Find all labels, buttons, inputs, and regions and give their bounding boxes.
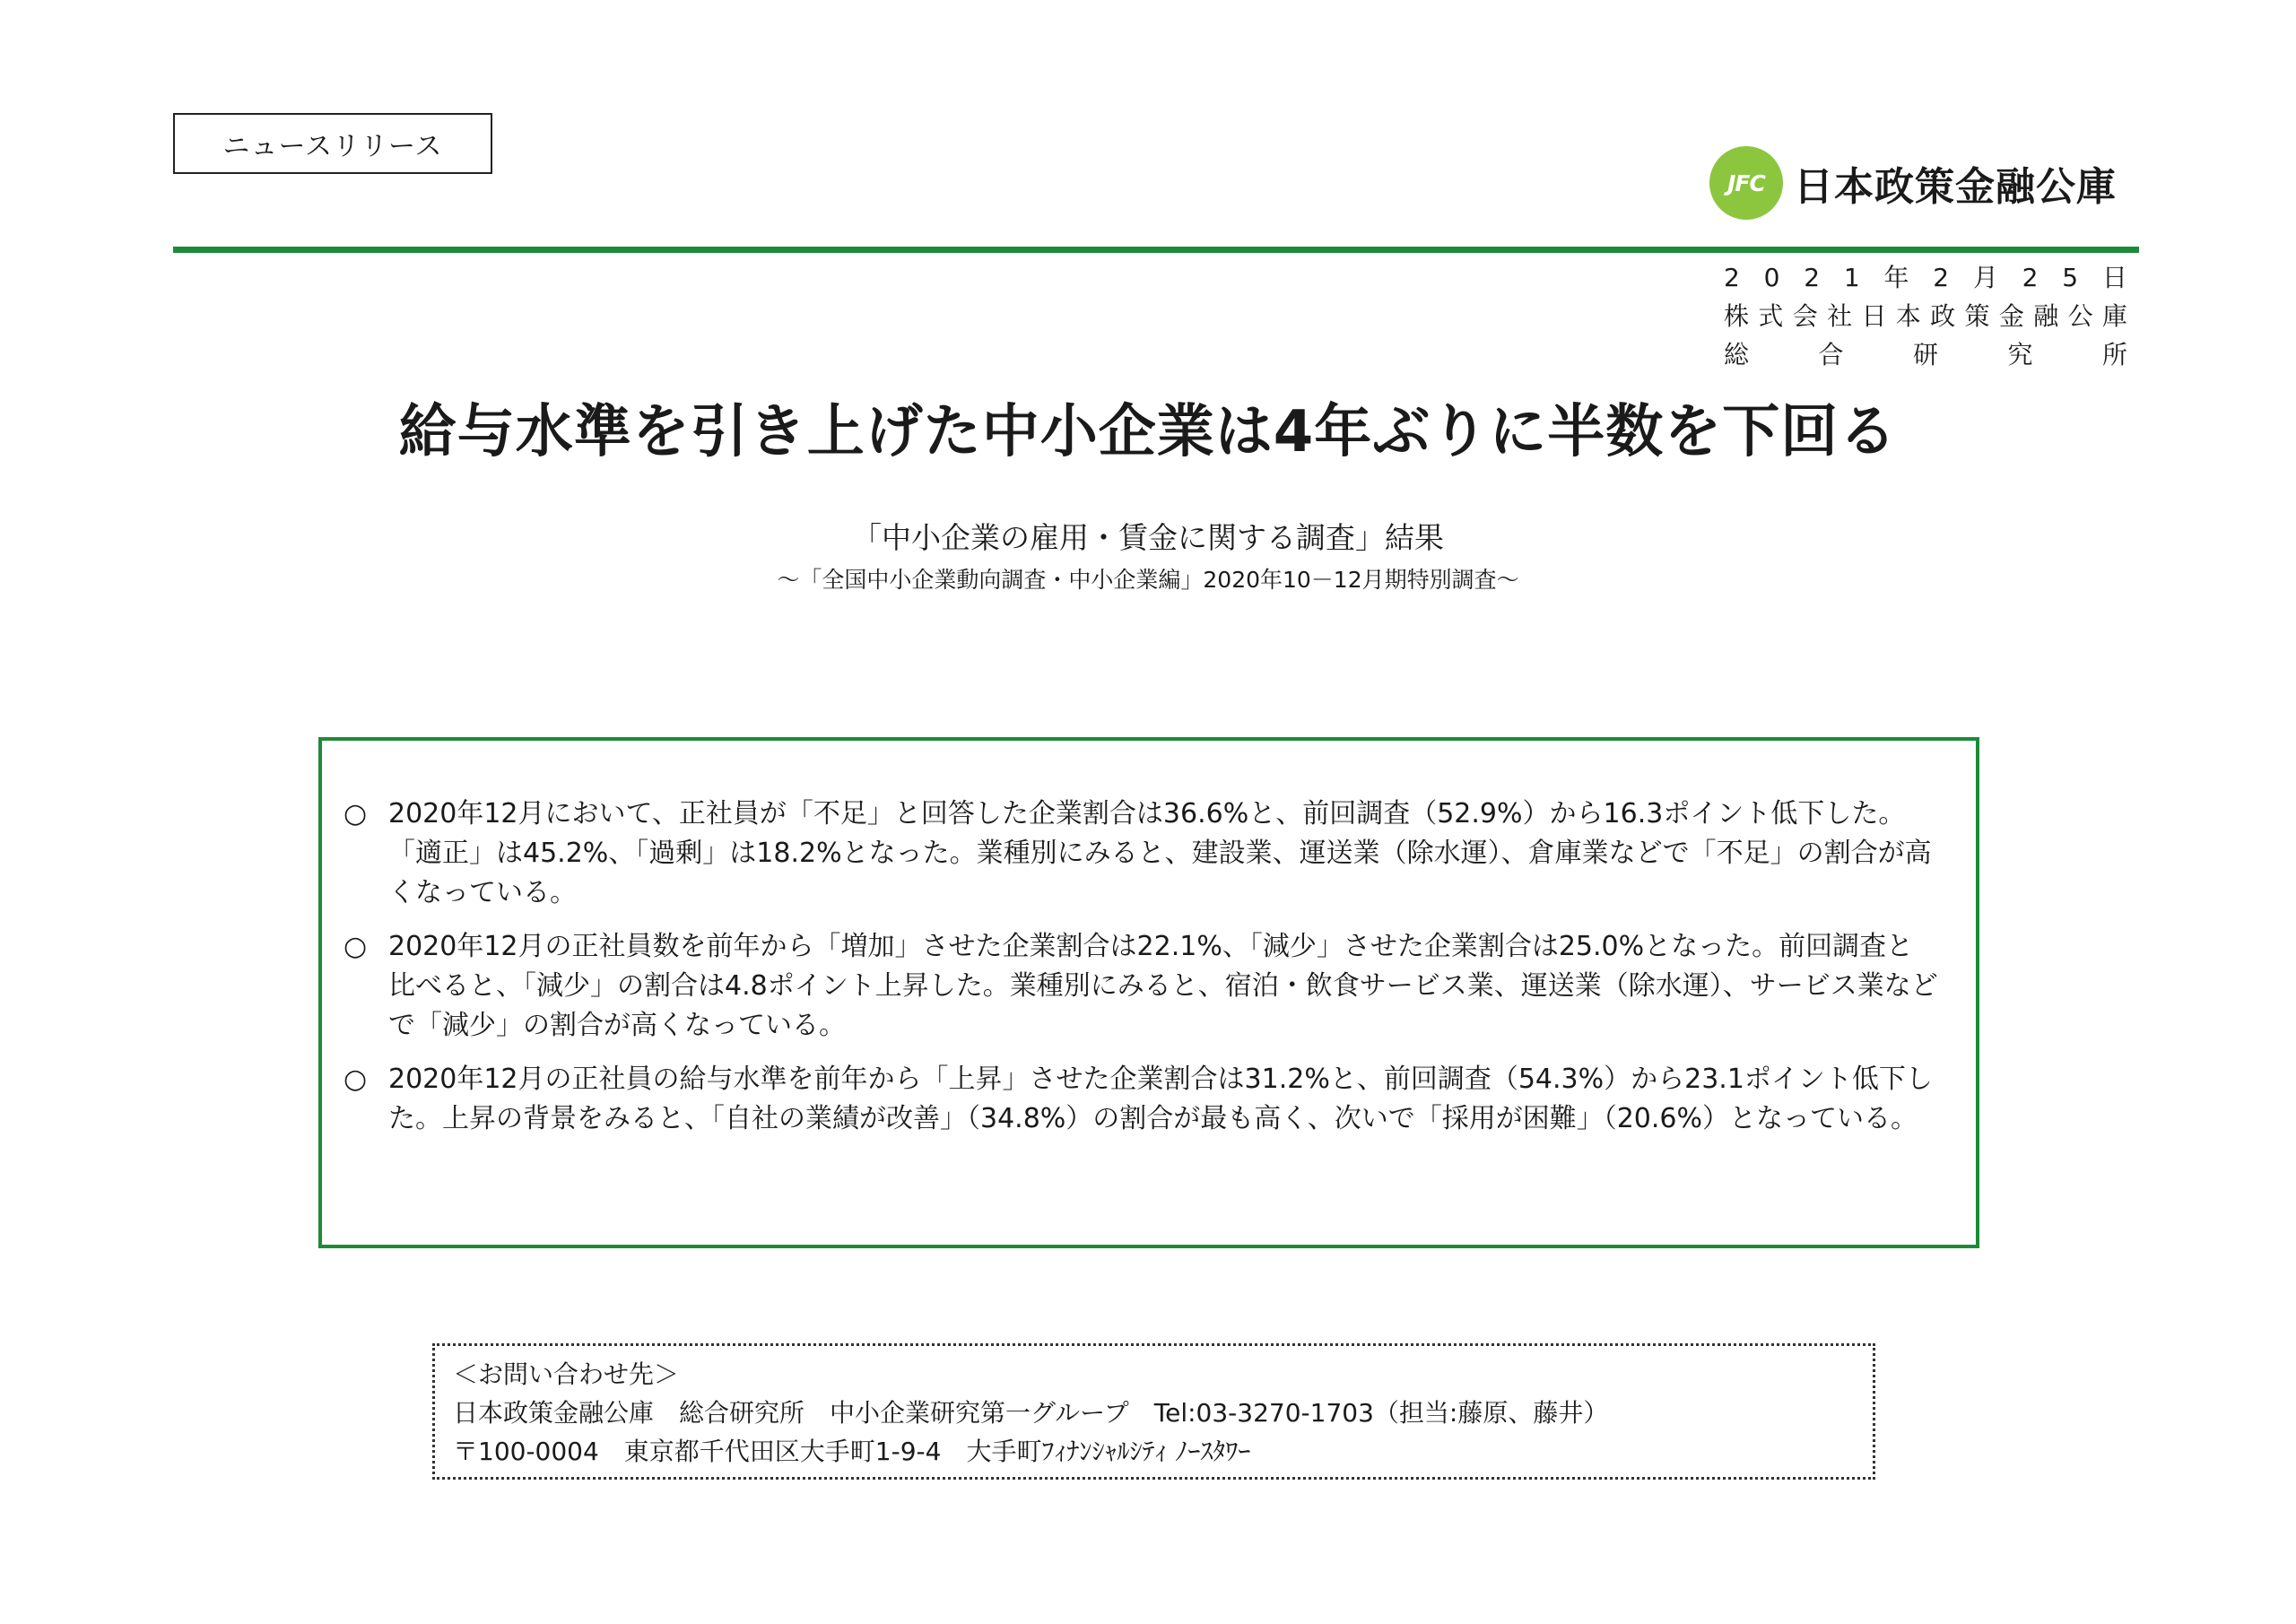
release-date-char: 2 <box>1724 263 1740 292</box>
summary-item <box>344 1060 1940 1139</box>
contact-address: 〒100-0004 東京都千代田区大手町1-9-4 大手町ﾌｨﾅﾝｼｬﾙｼﾃｨ ﾉｰｽﾀﾜｰ <box>453 1437 1251 1466</box>
organization-name-char: 日 <box>1861 301 1887 331</box>
survey-name: ～「全国中小企業動向調査・中小企業編」2020年10－12月期特別調査～ <box>777 567 1519 593</box>
organization-name-char: 社 <box>1827 301 1853 331</box>
department-name <box>1724 335 2127 374</box>
release-date-char: 0 <box>1763 263 1780 292</box>
organization-name-char: 公 <box>2067 301 2093 331</box>
release-date-char: 2 <box>2022 263 2039 292</box>
release-date-char: 5 <box>2062 263 2079 292</box>
organization-name-char: 政 <box>1930 301 1956 331</box>
summary-box <box>318 737 1979 1248</box>
release-date-char: 2 <box>1804 263 1821 292</box>
header-divider <box>173 247 2139 253</box>
department-name-char: 所 <box>2101 340 2127 369</box>
release-date-char: 年 <box>1883 263 1909 292</box>
summary-item-text: 2020年12月において、正社員が「不足」と回答した企業割合は36.6%と、前回調査（52.9%）から16.3ポイント低下した。「適正」は45.2%、「過剰」は18.2%となった。業種別にみると、建設業、運送業（除水運）、倉庫業などで「不足」の割合が高くなっている。 <box>388 798 1932 908</box>
release-date-char: 日 <box>2101 263 2127 292</box>
organization-name-char: 式 <box>1758 301 1784 331</box>
jfc-logo <box>1709 146 2117 220</box>
organization-name-char: 株 <box>1724 301 1750 331</box>
page-title: 給与水準を引き上げた中小企業は4年ぶりに半数を下回る <box>398 399 1898 465</box>
department-name-char: 総 <box>1724 340 1750 369</box>
organization-name-char: 会 <box>1792 301 1818 331</box>
organization-name-char: 策 <box>1964 301 1990 331</box>
summary-item <box>344 927 1940 1046</box>
bullet-circle-icon: ○ <box>344 798 368 829</box>
department-name-char: 究 <box>2007 340 2033 369</box>
contact-phone: 日本政策金融公庫 総合研究所 中小企業研究第一グループ Tel:03-3270-1703（担当:藤原、藤井） <box>453 1398 1609 1428</box>
organization-name-char: 本 <box>1895 301 1921 331</box>
bullet-circle-icon: ○ <box>344 1064 368 1095</box>
news-release-label: ニュースリリース <box>173 113 492 174</box>
release-date-char: 2 <box>1933 263 1950 292</box>
summary-item-text: 2020年12月の正社員数を前年から「増加」させた企業割合は22.1%、「減少」させた企業割合は25.0%となった。前回調査と比べると、「減少」の割合は4.8ポイント上昇した。業種別にみると、宿泊・飲食サービス業、運送業（除水運）、サービス業などで「減少」の割合が高くなっている。 <box>388 931 1938 1041</box>
release-date-char: 月 <box>1972 263 1998 292</box>
organization-name <box>1724 297 2127 335</box>
department-name-char: 研 <box>1912 340 1938 369</box>
summary-item-text: 2020年12月の正社員の給与水準を前年から「上昇」させた企業割合は31.2%と、前回調査（54.3%）から23.1ポイント低下した。上昇の背景をみると、「自社の業績が改善」（34.8%）の割合が最も高く、次いで「採用が困難」（20.6%）となっている。 <box>388 1064 1933 1134</box>
release-date-char: 1 <box>1843 263 1860 292</box>
jfc-logo-icon: JFC <box>1709 146 1783 220</box>
contact-box <box>432 1343 1875 1480</box>
summary-item <box>344 795 1940 913</box>
page-subtitle: 「中小企業の雇用・賃金に関する調査」結果 <box>852 520 1444 555</box>
contact-heading: ＜お問い合わせ先＞ <box>453 1359 680 1389</box>
release-meta <box>1724 258 2127 374</box>
organization-name-char: 金 <box>1998 301 2024 331</box>
bullet-circle-icon: ○ <box>344 931 368 962</box>
organization-name-char: 融 <box>2033 301 2059 331</box>
department-name-char: 合 <box>1818 340 1844 369</box>
logo-organization-name: 日本政策金融公庫 <box>1794 164 2117 210</box>
organization-name-char: 庫 <box>2101 301 2127 331</box>
release-date <box>1724 258 2127 297</box>
